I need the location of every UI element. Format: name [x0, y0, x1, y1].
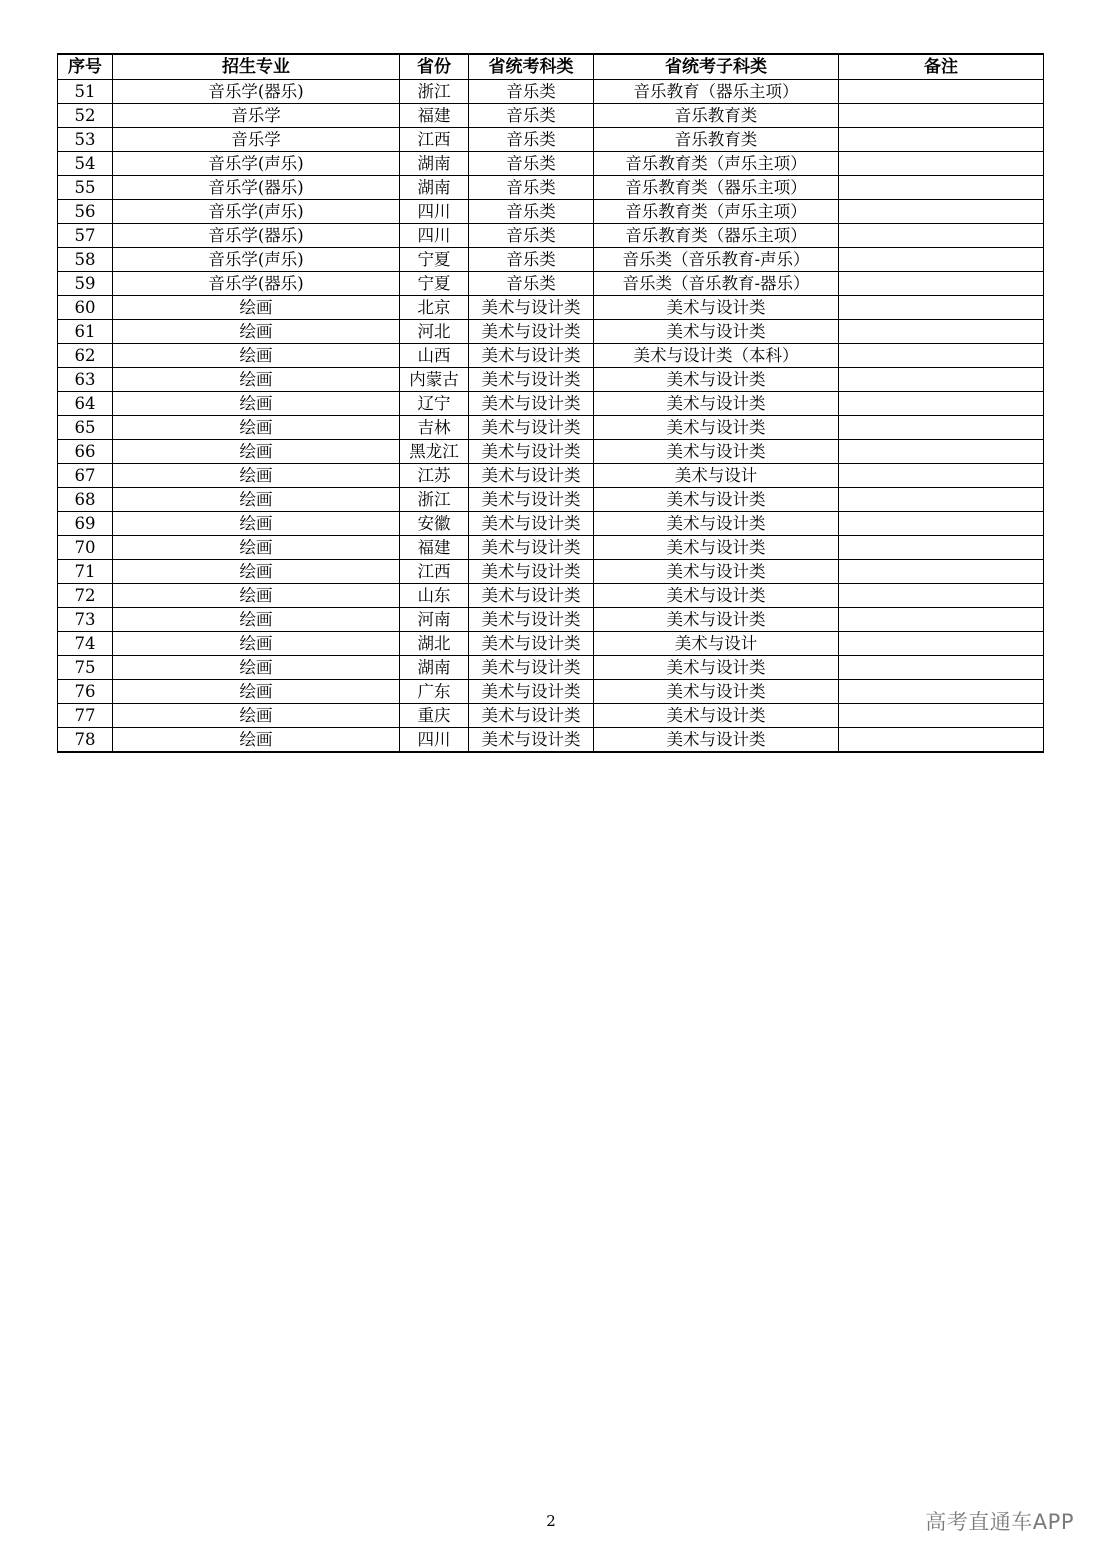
table-header-row	[58, 54, 1044, 80]
cell-major: 音乐学(器乐)	[113, 80, 400, 104]
cell-serial: 54	[58, 152, 113, 176]
table-row	[58, 632, 1044, 656]
cell-remarks	[839, 416, 1044, 440]
cell-exam-subcategory: 美术与设计类	[594, 680, 839, 704]
cell-serial: 64	[58, 392, 113, 416]
cell-serial: 75	[58, 656, 113, 680]
cell-major: 绘画	[113, 536, 400, 560]
cell-province: 辽宁	[400, 392, 469, 416]
cell-exam-subcategory: 美术与设计类	[594, 392, 839, 416]
cell-exam-subcategory: 音乐教育类	[594, 104, 839, 128]
cell-major: 绘画	[113, 632, 400, 656]
cell-exam-category: 音乐类	[469, 104, 594, 128]
cell-major: 绘画	[113, 512, 400, 536]
table-row	[58, 416, 1044, 440]
cell-province: 广东	[400, 680, 469, 704]
cell-major: 绘画	[113, 728, 400, 753]
cell-remarks	[839, 200, 1044, 224]
cell-major: 音乐学(器乐)	[113, 272, 400, 296]
cell-remarks	[839, 152, 1044, 176]
table-row	[58, 704, 1044, 728]
cell-major: 音乐学(器乐)	[113, 224, 400, 248]
cell-major: 音乐学(器乐)	[113, 176, 400, 200]
cell-exam-category: 美术与设计类	[469, 392, 594, 416]
cell-major: 绘画	[113, 488, 400, 512]
cell-exam-category: 美术与设计类	[469, 344, 594, 368]
cell-province: 江西	[400, 128, 469, 152]
table-row	[58, 368, 1044, 392]
header-exam-subcategory: 省统考子科类	[594, 54, 839, 80]
cell-exam-subcategory: 美术与设计	[594, 464, 839, 488]
cell-exam-subcategory: 美术与设计类	[594, 584, 839, 608]
cell-exam-category: 音乐类	[469, 272, 594, 296]
cell-remarks	[839, 176, 1044, 200]
table-row	[58, 272, 1044, 296]
cell-exam-subcategory: 美术与设计类	[594, 512, 839, 536]
watermark: 高考直通车APP	[925, 1510, 1074, 1534]
cell-exam-category: 美术与设计类	[469, 416, 594, 440]
cell-remarks	[839, 512, 1044, 536]
enrollment-table	[57, 53, 1044, 753]
cell-exam-category: 音乐类	[469, 200, 594, 224]
cell-exam-subcategory: 音乐教育类（声乐主项）	[594, 152, 839, 176]
table-row	[58, 344, 1044, 368]
cell-exam-subcategory: 美术与设计类	[594, 560, 839, 584]
cell-province: 河北	[400, 320, 469, 344]
header-serial: 序号	[58, 54, 113, 80]
cell-province: 北京	[400, 296, 469, 320]
cell-major: 绘画	[113, 344, 400, 368]
header-major: 招生专业	[113, 54, 400, 80]
cell-remarks	[839, 224, 1044, 248]
table-row	[58, 200, 1044, 224]
cell-exam-subcategory: 音乐类（音乐教育-声乐）	[594, 248, 839, 272]
header-province: 省份	[400, 54, 469, 80]
cell-province: 安徽	[400, 512, 469, 536]
table-row	[58, 320, 1044, 344]
cell-exam-category: 美术与设计类	[469, 320, 594, 344]
cell-remarks	[839, 440, 1044, 464]
table-row	[58, 464, 1044, 488]
cell-remarks	[839, 272, 1044, 296]
cell-remarks	[839, 584, 1044, 608]
table-row	[58, 512, 1044, 536]
cell-major: 绘画	[113, 368, 400, 392]
cell-major: 音乐学	[113, 104, 400, 128]
cell-serial: 74	[58, 632, 113, 656]
cell-serial: 61	[58, 320, 113, 344]
cell-province: 福建	[400, 536, 469, 560]
cell-exam-category: 美术与设计类	[469, 632, 594, 656]
cell-province: 河南	[400, 608, 469, 632]
table-row	[58, 80, 1044, 104]
cell-province: 黑龙江	[400, 440, 469, 464]
cell-exam-category: 美术与设计类	[469, 584, 594, 608]
cell-province: 宁夏	[400, 272, 469, 296]
cell-major: 绘画	[113, 584, 400, 608]
cell-serial: 56	[58, 200, 113, 224]
table-row	[58, 248, 1044, 272]
table-row	[58, 728, 1044, 753]
cell-exam-category: 美术与设计类	[469, 728, 594, 753]
cell-major: 绘画	[113, 440, 400, 464]
cell-exam-category: 美术与设计类	[469, 368, 594, 392]
cell-serial: 67	[58, 464, 113, 488]
cell-remarks	[839, 608, 1044, 632]
header-exam-category: 省统考科类	[469, 54, 594, 80]
cell-province: 浙江	[400, 488, 469, 512]
cell-serial: 57	[58, 224, 113, 248]
cell-major: 绘画	[113, 464, 400, 488]
cell-exam-subcategory: 美术与设计类	[594, 488, 839, 512]
cell-exam-category: 美术与设计类	[469, 704, 594, 728]
cell-exam-category: 音乐类	[469, 248, 594, 272]
table-row	[58, 296, 1044, 320]
cell-major: 绘画	[113, 704, 400, 728]
cell-exam-subcategory: 美术与设计类	[594, 416, 839, 440]
cell-major: 音乐学(声乐)	[113, 248, 400, 272]
cell-exam-subcategory: 美术与设计类	[594, 728, 839, 753]
header-remarks: 备注	[839, 54, 1044, 80]
cell-province: 宁夏	[400, 248, 469, 272]
cell-province: 湖南	[400, 656, 469, 680]
cell-province: 吉林	[400, 416, 469, 440]
cell-exam-subcategory: 美术与设计类	[594, 320, 839, 344]
cell-serial: 62	[58, 344, 113, 368]
cell-remarks	[839, 488, 1044, 512]
cell-exam-subcategory: 音乐教育类（声乐主项）	[594, 200, 839, 224]
cell-province: 内蒙古	[400, 368, 469, 392]
cell-serial: 63	[58, 368, 113, 392]
cell-serial: 53	[58, 128, 113, 152]
cell-serial: 76	[58, 680, 113, 704]
table-row	[58, 608, 1044, 632]
cell-remarks	[839, 536, 1044, 560]
cell-serial: 77	[58, 704, 113, 728]
cell-serial: 59	[58, 272, 113, 296]
cell-province: 山东	[400, 584, 469, 608]
cell-province: 山西	[400, 344, 469, 368]
cell-remarks	[839, 368, 1044, 392]
cell-major: 绘画	[113, 656, 400, 680]
cell-serial: 73	[58, 608, 113, 632]
cell-province: 湖北	[400, 632, 469, 656]
cell-major: 绘画	[113, 392, 400, 416]
cell-remarks	[839, 560, 1044, 584]
cell-serial: 51	[58, 80, 113, 104]
table-row	[58, 392, 1044, 416]
cell-major: 绘画	[113, 680, 400, 704]
cell-province: 江苏	[400, 464, 469, 488]
cell-province: 福建	[400, 104, 469, 128]
cell-major: 绘画	[113, 416, 400, 440]
cell-exam-category: 音乐类	[469, 224, 594, 248]
cell-exam-category: 美术与设计类	[469, 296, 594, 320]
cell-province: 四川	[400, 224, 469, 248]
cell-serial: 55	[58, 176, 113, 200]
cell-remarks	[839, 704, 1044, 728]
cell-province: 浙江	[400, 80, 469, 104]
cell-remarks	[839, 656, 1044, 680]
cell-exam-category: 美术与设计类	[469, 488, 594, 512]
cell-province: 四川	[400, 200, 469, 224]
table-row	[58, 656, 1044, 680]
cell-exam-category: 美术与设计类	[469, 440, 594, 464]
cell-serial: 78	[58, 728, 113, 753]
cell-exam-subcategory: 美术与设计类	[594, 656, 839, 680]
cell-exam-subcategory: 美术与设计类	[594, 704, 839, 728]
table-row	[58, 128, 1044, 152]
cell-exam-category: 美术与设计类	[469, 656, 594, 680]
cell-province: 湖南	[400, 152, 469, 176]
cell-exam-category: 美术与设计类	[469, 464, 594, 488]
cell-major: 绘画	[113, 560, 400, 584]
cell-exam-subcategory: 美术与设计类	[594, 368, 839, 392]
table-row	[58, 488, 1044, 512]
table-row	[58, 152, 1044, 176]
cell-remarks	[839, 392, 1044, 416]
cell-remarks	[839, 296, 1044, 320]
cell-exam-subcategory: 美术与设计类（本科）	[594, 344, 839, 368]
table-body	[58, 80, 1044, 753]
cell-remarks	[839, 104, 1044, 128]
cell-exam-category: 美术与设计类	[469, 680, 594, 704]
cell-remarks	[839, 728, 1044, 753]
table-row	[58, 104, 1044, 128]
cell-remarks	[839, 344, 1044, 368]
table-row	[58, 536, 1044, 560]
cell-exam-category: 音乐类	[469, 128, 594, 152]
table-row	[58, 440, 1044, 464]
cell-exam-subcategory: 美术与设计	[594, 632, 839, 656]
cell-major: 绘画	[113, 296, 400, 320]
cell-exam-subcategory: 音乐类（音乐教育-器乐）	[594, 272, 839, 296]
table-row	[58, 224, 1044, 248]
cell-major: 音乐学	[113, 128, 400, 152]
cell-serial: 68	[58, 488, 113, 512]
cell-major: 绘画	[113, 608, 400, 632]
cell-exam-subcategory: 美术与设计类	[594, 440, 839, 464]
cell-serial: 58	[58, 248, 113, 272]
cell-serial: 69	[58, 512, 113, 536]
table-row	[58, 680, 1044, 704]
cell-remarks	[839, 464, 1044, 488]
table-row	[58, 176, 1044, 200]
cell-remarks	[839, 128, 1044, 152]
cell-exam-category: 美术与设计类	[469, 560, 594, 584]
page-number: 2	[546, 1512, 556, 1530]
table-row	[58, 584, 1044, 608]
cell-exam-subcategory: 美术与设计类	[594, 608, 839, 632]
cell-exam-category: 美术与设计类	[469, 512, 594, 536]
cell-province: 湖南	[400, 176, 469, 200]
cell-major: 绘画	[113, 320, 400, 344]
cell-major: 音乐学(声乐)	[113, 200, 400, 224]
cell-exam-subcategory: 音乐教育类	[594, 128, 839, 152]
cell-exam-subcategory: 音乐教育类（器乐主项）	[594, 176, 839, 200]
cell-province: 四川	[400, 728, 469, 753]
cell-serial: 60	[58, 296, 113, 320]
cell-exam-subcategory: 音乐教育（器乐主项）	[594, 80, 839, 104]
cell-exam-subcategory: 美术与设计类	[594, 296, 839, 320]
cell-exam-category: 音乐类	[469, 80, 594, 104]
cell-exam-category: 音乐类	[469, 176, 594, 200]
cell-remarks	[839, 632, 1044, 656]
cell-remarks	[839, 80, 1044, 104]
cell-major: 音乐学(声乐)	[113, 152, 400, 176]
cell-exam-subcategory: 音乐教育类（器乐主项）	[594, 224, 839, 248]
cell-remarks	[839, 680, 1044, 704]
cell-province: 江西	[400, 560, 469, 584]
cell-remarks	[839, 320, 1044, 344]
cell-serial: 66	[58, 440, 113, 464]
table-row	[58, 560, 1044, 584]
cell-remarks	[839, 248, 1044, 272]
cell-serial: 52	[58, 104, 113, 128]
cell-exam-category: 美术与设计类	[469, 536, 594, 560]
cell-exam-category: 美术与设计类	[469, 608, 594, 632]
cell-serial: 65	[58, 416, 113, 440]
cell-serial: 71	[58, 560, 113, 584]
cell-province: 重庆	[400, 704, 469, 728]
cell-exam-category: 音乐类	[469, 152, 594, 176]
cell-serial: 70	[58, 536, 113, 560]
cell-exam-subcategory: 美术与设计类	[594, 536, 839, 560]
cell-serial: 72	[58, 584, 113, 608]
